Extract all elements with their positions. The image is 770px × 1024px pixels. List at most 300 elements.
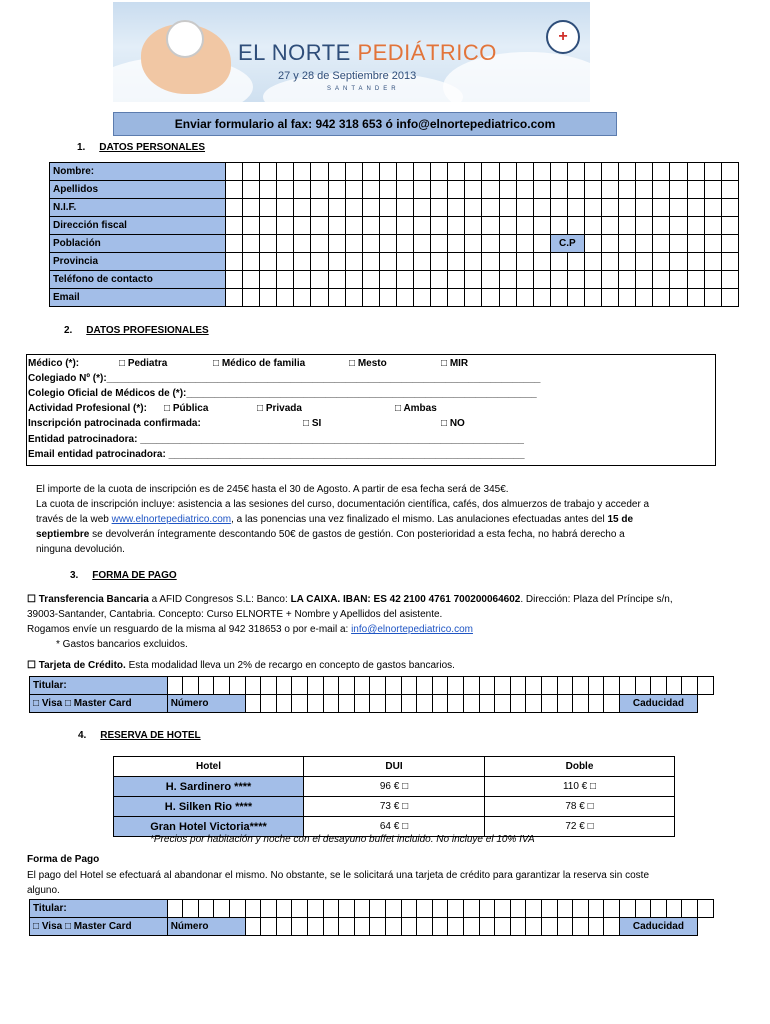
titular-cell[interactable] bbox=[276, 900, 292, 918]
input-cell[interactable] bbox=[226, 163, 243, 181]
input-cell[interactable] bbox=[499, 271, 516, 289]
card-type-options[interactable]: □ Visa □ Master Card bbox=[30, 918, 168, 936]
input-cell[interactable] bbox=[653, 163, 670, 181]
card-number-cell[interactable] bbox=[588, 695, 604, 713]
input-cell[interactable] bbox=[721, 217, 738, 235]
input-cell[interactable] bbox=[653, 271, 670, 289]
input-cell[interactable] bbox=[328, 235, 345, 253]
input-cell[interactable] bbox=[602, 163, 619, 181]
input-cell[interactable] bbox=[260, 289, 277, 307]
input-cell[interactable] bbox=[653, 235, 670, 253]
input-cell[interactable] bbox=[584, 199, 601, 217]
card-number-cell[interactable] bbox=[510, 695, 526, 713]
input-cell[interactable] bbox=[721, 235, 738, 253]
input-cell[interactable] bbox=[277, 199, 294, 217]
input-cell[interactable] bbox=[328, 199, 345, 217]
input-cell[interactable] bbox=[584, 163, 601, 181]
input-cell[interactable] bbox=[704, 253, 721, 271]
input-cell[interactable] bbox=[516, 181, 533, 199]
input-cell[interactable] bbox=[362, 199, 379, 217]
card-number-cell[interactable] bbox=[432, 918, 448, 936]
titular-cell[interactable] bbox=[541, 900, 557, 918]
titular-cell[interactable] bbox=[463, 677, 479, 695]
input-cell[interactable] bbox=[396, 271, 413, 289]
titular-cell[interactable] bbox=[354, 677, 370, 695]
input-cell[interactable] bbox=[533, 253, 550, 271]
input-cell[interactable] bbox=[533, 199, 550, 217]
input-cell[interactable] bbox=[465, 181, 482, 199]
input-cell[interactable] bbox=[465, 253, 482, 271]
dui-option[interactable]: 73 € □ bbox=[304, 797, 485, 817]
input-cell[interactable] bbox=[653, 181, 670, 199]
familia-checkbox[interactable]: □ Médico de familia bbox=[213, 358, 306, 369]
titular-cell[interactable] bbox=[479, 677, 495, 695]
input-cell[interactable] bbox=[311, 289, 328, 307]
titular-cell[interactable] bbox=[604, 677, 620, 695]
card-number-cell[interactable] bbox=[323, 695, 339, 713]
input-cell[interactable] bbox=[260, 181, 277, 199]
card-number-cell[interactable] bbox=[463, 918, 479, 936]
input-cell[interactable] bbox=[516, 199, 533, 217]
input-cell[interactable] bbox=[260, 253, 277, 271]
input-cell[interactable] bbox=[260, 163, 277, 181]
card-number-cell[interactable] bbox=[308, 918, 324, 936]
input-cell[interactable] bbox=[482, 289, 499, 307]
input-cell[interactable] bbox=[721, 271, 738, 289]
input-cell[interactable] bbox=[277, 289, 294, 307]
ambas-checkbox[interactable]: □ Ambas bbox=[395, 403, 437, 414]
input-cell[interactable] bbox=[431, 199, 448, 217]
titular-cell[interactable] bbox=[682, 677, 698, 695]
colegiado-field[interactable]: Colegiado Nº (*):______________________________________________________________________________ bbox=[28, 373, 541, 384]
input-cell[interactable] bbox=[311, 271, 328, 289]
input-cell[interactable] bbox=[636, 199, 653, 217]
titular-cell[interactable] bbox=[401, 677, 417, 695]
input-cell[interactable] bbox=[414, 217, 431, 235]
input-cell[interactable] bbox=[396, 289, 413, 307]
card-number-cell[interactable] bbox=[354, 918, 370, 936]
mesto-checkbox[interactable]: □ Mesto bbox=[349, 358, 387, 369]
titular-cell[interactable] bbox=[588, 900, 604, 918]
card-number-cell[interactable] bbox=[557, 695, 573, 713]
input-cell[interactable] bbox=[345, 163, 362, 181]
input-cell[interactable] bbox=[226, 217, 243, 235]
input-cell[interactable] bbox=[516, 217, 533, 235]
input-cell[interactable] bbox=[431, 181, 448, 199]
card-number-cell[interactable] bbox=[541, 918, 557, 936]
input-cell[interactable] bbox=[396, 163, 413, 181]
input-cell[interactable] bbox=[584, 217, 601, 235]
card-number-cell[interactable] bbox=[261, 918, 277, 936]
input-cell[interactable] bbox=[294, 217, 311, 235]
input-cell[interactable] bbox=[311, 217, 328, 235]
input-cell[interactable] bbox=[414, 289, 431, 307]
input-cell[interactable] bbox=[277, 235, 294, 253]
card-number-cell[interactable] bbox=[479, 695, 495, 713]
input-cell[interactable] bbox=[516, 253, 533, 271]
input-cell[interactable] bbox=[550, 271, 567, 289]
titular-cell[interactable] bbox=[697, 677, 713, 695]
input-cell[interactable] bbox=[533, 163, 550, 181]
publica-checkbox[interactable]: □ Pública bbox=[164, 403, 209, 414]
titular-cell[interactable] bbox=[245, 677, 261, 695]
input-cell[interactable] bbox=[448, 217, 465, 235]
input-cell[interactable] bbox=[721, 253, 738, 271]
input-cell[interactable] bbox=[533, 181, 550, 199]
input-cell[interactable] bbox=[619, 181, 636, 199]
titular-cell[interactable] bbox=[417, 900, 433, 918]
input-cell[interactable] bbox=[567, 253, 584, 271]
input-cell[interactable] bbox=[226, 235, 243, 253]
input-cell[interactable] bbox=[396, 235, 413, 253]
input-cell[interactable] bbox=[379, 163, 396, 181]
input-cell[interactable] bbox=[431, 289, 448, 307]
input-cell[interactable] bbox=[567, 163, 584, 181]
input-cell[interactable] bbox=[328, 181, 345, 199]
titular-cell[interactable] bbox=[635, 900, 651, 918]
input-cell[interactable] bbox=[243, 163, 260, 181]
input-cell[interactable] bbox=[584, 253, 601, 271]
titular-cell[interactable] bbox=[666, 677, 682, 695]
input-cell[interactable] bbox=[396, 253, 413, 271]
titular-cell[interactable] bbox=[495, 677, 511, 695]
input-cell[interactable] bbox=[687, 217, 704, 235]
input-cell[interactable] bbox=[704, 289, 721, 307]
input-cell[interactable] bbox=[277, 181, 294, 199]
input-cell[interactable] bbox=[448, 235, 465, 253]
titular-cell[interactable] bbox=[230, 900, 246, 918]
input-cell[interactable] bbox=[379, 289, 396, 307]
titular-cell[interactable] bbox=[588, 677, 604, 695]
titular-cell[interactable] bbox=[370, 677, 386, 695]
input-cell[interactable] bbox=[448, 289, 465, 307]
card-number-cell[interactable] bbox=[588, 918, 604, 936]
input-cell[interactable] bbox=[294, 163, 311, 181]
input-cell[interactable] bbox=[328, 253, 345, 271]
titular-cell[interactable] bbox=[682, 900, 698, 918]
input-cell[interactable] bbox=[567, 271, 584, 289]
titular-cell[interactable] bbox=[479, 900, 495, 918]
card-number-cell[interactable] bbox=[417, 695, 433, 713]
titular-cell[interactable] bbox=[323, 677, 339, 695]
input-cell[interactable] bbox=[362, 163, 379, 181]
titular-cell[interactable] bbox=[448, 900, 464, 918]
titular-cell[interactable] bbox=[635, 677, 651, 695]
card-number-cell[interactable] bbox=[292, 695, 308, 713]
input-cell[interactable] bbox=[448, 271, 465, 289]
input-cell[interactable] bbox=[584, 235, 601, 253]
input-cell[interactable] bbox=[670, 199, 687, 217]
input-cell[interactable] bbox=[465, 217, 482, 235]
input-cell[interactable] bbox=[311, 253, 328, 271]
titular-cell[interactable] bbox=[214, 900, 230, 918]
input-cell[interactable] bbox=[602, 181, 619, 199]
input-cell[interactable] bbox=[482, 163, 499, 181]
input-cell[interactable] bbox=[670, 217, 687, 235]
input-cell[interactable] bbox=[294, 271, 311, 289]
input-cell[interactable] bbox=[499, 181, 516, 199]
input-cell[interactable] bbox=[448, 163, 465, 181]
input-cell[interactable] bbox=[362, 289, 379, 307]
input-cell[interactable] bbox=[465, 199, 482, 217]
titular-cell[interactable] bbox=[651, 900, 667, 918]
card-number-cell[interactable] bbox=[495, 918, 511, 936]
card-type-options[interactable]: □ Visa □ Master Card bbox=[30, 695, 168, 713]
card-number-cell[interactable] bbox=[245, 695, 261, 713]
titular-cell[interactable] bbox=[401, 900, 417, 918]
input-cell[interactable] bbox=[602, 271, 619, 289]
card-number-cell[interactable] bbox=[526, 918, 542, 936]
input-cell[interactable] bbox=[379, 199, 396, 217]
input-cell[interactable] bbox=[396, 181, 413, 199]
titular-cell[interactable] bbox=[386, 677, 402, 695]
input-cell[interactable] bbox=[396, 199, 413, 217]
input-cell[interactable] bbox=[653, 217, 670, 235]
titular-cell[interactable] bbox=[198, 900, 214, 918]
card-number-cell[interactable] bbox=[292, 918, 308, 936]
input-cell[interactable] bbox=[414, 181, 431, 199]
input-cell[interactable] bbox=[294, 199, 311, 217]
input-cell[interactable] bbox=[704, 163, 721, 181]
card-number-cell[interactable] bbox=[417, 918, 433, 936]
input-cell[interactable] bbox=[226, 253, 243, 271]
input-cell[interactable] bbox=[602, 253, 619, 271]
input-cell[interactable] bbox=[465, 235, 482, 253]
input-cell[interactable] bbox=[294, 289, 311, 307]
input-cell[interactable] bbox=[619, 253, 636, 271]
titular-cell[interactable] bbox=[510, 677, 526, 695]
input-cell[interactable] bbox=[260, 235, 277, 253]
input-cell[interactable] bbox=[533, 217, 550, 235]
titular-cell[interactable] bbox=[651, 677, 667, 695]
titular-cell[interactable] bbox=[697, 900, 713, 918]
input-cell[interactable] bbox=[670, 163, 687, 181]
input-cell[interactable] bbox=[516, 271, 533, 289]
input-cell[interactable] bbox=[704, 181, 721, 199]
input-cell[interactable] bbox=[670, 181, 687, 199]
titular-cell[interactable] bbox=[323, 900, 339, 918]
input-cell[interactable] bbox=[311, 181, 328, 199]
input-cell[interactable] bbox=[448, 181, 465, 199]
input-cell[interactable] bbox=[499, 217, 516, 235]
card-number-cell[interactable] bbox=[510, 918, 526, 936]
input-cell[interactable] bbox=[567, 217, 584, 235]
card-number-cell[interactable] bbox=[323, 918, 339, 936]
input-cell[interactable] bbox=[636, 289, 653, 307]
input-cell[interactable] bbox=[482, 181, 499, 199]
input-cell[interactable] bbox=[567, 199, 584, 217]
card-number-cell[interactable] bbox=[573, 695, 589, 713]
input-cell[interactable] bbox=[653, 289, 670, 307]
input-cell[interactable] bbox=[550, 253, 567, 271]
si-checkbox[interactable]: □ SI bbox=[303, 418, 322, 429]
input-cell[interactable] bbox=[226, 271, 243, 289]
input-cell[interactable] bbox=[499, 235, 516, 253]
card-number-cell[interactable] bbox=[432, 695, 448, 713]
titular-cell[interactable] bbox=[557, 900, 573, 918]
titular-cell[interactable] bbox=[666, 900, 682, 918]
input-cell[interactable] bbox=[670, 253, 687, 271]
input-cell[interactable] bbox=[345, 271, 362, 289]
input-cell[interactable] bbox=[328, 271, 345, 289]
card-number-cell[interactable] bbox=[339, 695, 355, 713]
input-cell[interactable] bbox=[687, 181, 704, 199]
input-cell[interactable] bbox=[243, 217, 260, 235]
transfer-checkbox[interactable]: ☐ Transferencia Bancaria bbox=[27, 594, 149, 605]
input-cell[interactable] bbox=[550, 163, 567, 181]
input-cell[interactable] bbox=[721, 199, 738, 217]
input-cell[interactable] bbox=[602, 289, 619, 307]
titular-cell[interactable] bbox=[292, 900, 308, 918]
titular-cell[interactable] bbox=[276, 677, 292, 695]
input-cell[interactable] bbox=[260, 199, 277, 217]
input-cell[interactable] bbox=[619, 235, 636, 253]
email-entidad-field[interactable]: Email entidad patrocinadora: ________________________________________________________________ bbox=[28, 449, 525, 460]
input-cell[interactable] bbox=[721, 181, 738, 199]
input-cell[interactable] bbox=[482, 217, 499, 235]
titular-cell[interactable] bbox=[495, 900, 511, 918]
input-cell[interactable] bbox=[636, 235, 653, 253]
input-cell[interactable] bbox=[243, 199, 260, 217]
input-cell[interactable] bbox=[465, 163, 482, 181]
input-cell[interactable] bbox=[328, 217, 345, 235]
card-number-cell[interactable] bbox=[276, 918, 292, 936]
card-number-cell[interactable] bbox=[370, 918, 386, 936]
input-cell[interactable] bbox=[260, 217, 277, 235]
titular-cell[interactable] bbox=[526, 900, 542, 918]
input-cell[interactable] bbox=[704, 217, 721, 235]
input-cell[interactable] bbox=[704, 235, 721, 253]
website-link[interactable]: www.elnortepediatrico.com bbox=[111, 514, 232, 525]
card-number-cell[interactable] bbox=[308, 695, 324, 713]
titular-cell[interactable] bbox=[198, 677, 214, 695]
input-cell[interactable] bbox=[243, 289, 260, 307]
titular-cell[interactable] bbox=[183, 677, 199, 695]
input-cell[interactable] bbox=[619, 271, 636, 289]
input-cell[interactable] bbox=[499, 163, 516, 181]
input-cell[interactable] bbox=[602, 199, 619, 217]
card-number-cell[interactable] bbox=[370, 695, 386, 713]
input-cell[interactable] bbox=[345, 199, 362, 217]
input-cell[interactable] bbox=[345, 181, 362, 199]
titular-cell[interactable] bbox=[308, 900, 324, 918]
input-cell[interactable] bbox=[482, 271, 499, 289]
titular-cell[interactable] bbox=[214, 677, 230, 695]
titular-cell[interactable] bbox=[339, 900, 355, 918]
titular-cell[interactable] bbox=[432, 677, 448, 695]
titular-cell[interactable] bbox=[432, 900, 448, 918]
input-cell[interactable] bbox=[379, 181, 396, 199]
input-cell[interactable] bbox=[362, 181, 379, 199]
input-cell[interactable] bbox=[721, 163, 738, 181]
input-cell[interactable] bbox=[687, 253, 704, 271]
input-cell[interactable] bbox=[704, 199, 721, 217]
input-cell[interactable] bbox=[448, 199, 465, 217]
input-cell[interactable] bbox=[379, 217, 396, 235]
input-cell[interactable] bbox=[636, 217, 653, 235]
titular-cell[interactable] bbox=[292, 677, 308, 695]
titular-cell[interactable] bbox=[417, 677, 433, 695]
input-cell[interactable] bbox=[345, 235, 362, 253]
titular-cell[interactable] bbox=[370, 900, 386, 918]
input-cell[interactable] bbox=[653, 253, 670, 271]
input-cell[interactable] bbox=[619, 289, 636, 307]
input-cell[interactable] bbox=[396, 217, 413, 235]
input-cell[interactable] bbox=[414, 163, 431, 181]
card-number-cell[interactable] bbox=[354, 695, 370, 713]
input-cell[interactable] bbox=[414, 235, 431, 253]
input-cell[interactable] bbox=[414, 199, 431, 217]
card-number-cell[interactable] bbox=[386, 918, 402, 936]
input-cell[interactable] bbox=[362, 217, 379, 235]
input-cell[interactable] bbox=[602, 235, 619, 253]
input-cell[interactable] bbox=[379, 271, 396, 289]
input-cell[interactable] bbox=[482, 199, 499, 217]
input-cell[interactable] bbox=[499, 289, 516, 307]
titular-cell[interactable] bbox=[573, 677, 589, 695]
input-cell[interactable] bbox=[362, 271, 379, 289]
titular-cell[interactable] bbox=[604, 900, 620, 918]
input-cell[interactable] bbox=[482, 253, 499, 271]
input-cell[interactable] bbox=[465, 289, 482, 307]
input-cell[interactable] bbox=[704, 271, 721, 289]
doble-option[interactable]: 78 € □ bbox=[485, 797, 675, 817]
mir-checkbox[interactable]: □ MIR bbox=[441, 358, 469, 369]
input-cell[interactable] bbox=[243, 181, 260, 199]
input-cell[interactable] bbox=[516, 163, 533, 181]
dui-option[interactable]: 96 € □ bbox=[304, 777, 485, 797]
titular-cell[interactable] bbox=[339, 677, 355, 695]
card-number-cell[interactable] bbox=[604, 695, 620, 713]
titular-cell[interactable] bbox=[261, 900, 277, 918]
input-cell[interactable] bbox=[243, 271, 260, 289]
input-cell[interactable] bbox=[670, 271, 687, 289]
card-number-cell[interactable] bbox=[604, 918, 620, 936]
input-cell[interactable] bbox=[226, 289, 243, 307]
input-cell[interactable] bbox=[636, 163, 653, 181]
card-number-cell[interactable] bbox=[448, 695, 464, 713]
input-cell[interactable] bbox=[431, 217, 448, 235]
input-cell[interactable] bbox=[670, 289, 687, 307]
input-cell[interactable] bbox=[311, 235, 328, 253]
titular-cell[interactable] bbox=[261, 677, 277, 695]
card-number-cell[interactable] bbox=[386, 695, 402, 713]
input-cell[interactable] bbox=[277, 163, 294, 181]
input-cell[interactable] bbox=[687, 289, 704, 307]
input-cell[interactable] bbox=[533, 289, 550, 307]
input-cell[interactable] bbox=[345, 289, 362, 307]
titular-cell[interactable] bbox=[183, 900, 199, 918]
card-number-cell[interactable] bbox=[261, 695, 277, 713]
privada-checkbox[interactable]: □ Privada bbox=[257, 403, 302, 414]
card-number-cell[interactable] bbox=[401, 918, 417, 936]
titular-cell[interactable] bbox=[245, 900, 261, 918]
input-cell[interactable] bbox=[414, 253, 431, 271]
card-number-cell[interactable] bbox=[479, 918, 495, 936]
input-cell[interactable] bbox=[533, 235, 550, 253]
input-cell[interactable] bbox=[260, 271, 277, 289]
titular-cell[interactable] bbox=[386, 900, 402, 918]
input-cell[interactable] bbox=[328, 163, 345, 181]
input-cell[interactable] bbox=[294, 181, 311, 199]
titular-cell[interactable] bbox=[230, 677, 246, 695]
input-cell[interactable] bbox=[687, 271, 704, 289]
input-cell[interactable] bbox=[431, 163, 448, 181]
input-cell[interactable] bbox=[567, 289, 584, 307]
titular-cell[interactable] bbox=[308, 677, 324, 695]
titular-cell[interactable] bbox=[526, 677, 542, 695]
input-cell[interactable] bbox=[226, 199, 243, 217]
